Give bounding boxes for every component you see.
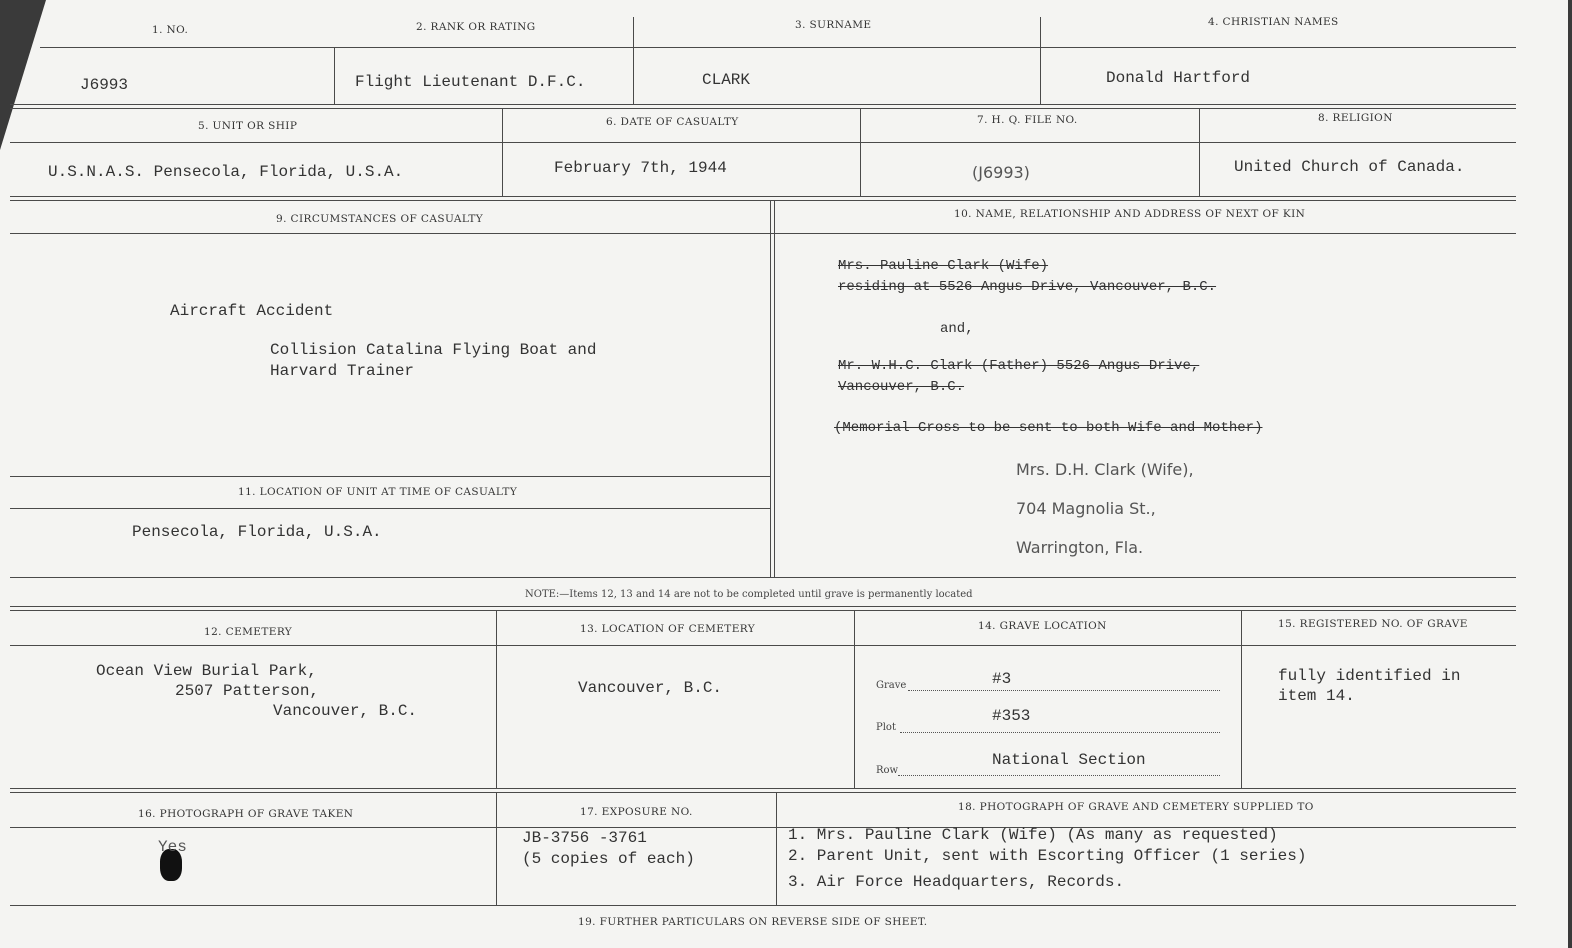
- grave-dotted-line: [908, 690, 1220, 691]
- surname-value: CLARK: [702, 71, 751, 89]
- unit-value: U.S.N.A.S. Pensecola, Florida, U.S.A.: [48, 163, 404, 181]
- label-date: 6. DATE OF CASUALTY: [606, 116, 739, 128]
- rule: [10, 577, 1516, 578]
- supplied-to-line: 3. Air Force Headquarters, Records.: [788, 873, 1125, 891]
- grave-label: Grave: [876, 680, 907, 691]
- label-photo-supplied: 18. PHOTOGRAPH OF GRAVE AND CEMETERY SUPPLIED TO: [958, 801, 1314, 813]
- rule: [854, 610, 855, 788]
- row-label: Row: [876, 765, 899, 776]
- circumstances-line: Harvard Trainer: [270, 362, 415, 380]
- cemetery-line: Ocean View Burial Park,: [96, 662, 317, 680]
- christian-names-value: Donald Hartford: [1106, 69, 1251, 87]
- plot-label: Plot: [876, 722, 896, 733]
- supplied-to-line: 1. Mrs. Pauline Clark (Wife) (As many as requested): [788, 826, 1278, 844]
- label-circumstances: 9. CIRCUMSTANCES OF CASUALTY: [276, 213, 484, 225]
- next-of-kin-struck: residing at 5526 Angus Drive, Vancouver, B.C.: [838, 279, 1217, 295]
- hq-file-value: (J6993): [972, 163, 1030, 182]
- rule: [10, 905, 1516, 906]
- location-of-cemetery-value: Vancouver, B.C.: [578, 679, 723, 697]
- plot-dotted-line: [900, 732, 1220, 733]
- footer-further-particulars: 19. FURTHER PARTICULARS ON REVERSE SIDE OF SHEET.: [578, 916, 928, 928]
- rule: [10, 233, 1516, 234]
- service-number: J6993: [80, 76, 129, 94]
- next-of-kin-current: Mrs. D.H. Clark (Wife),: [1016, 460, 1194, 479]
- label-exposure-number: 17. EXPOSURE NO.: [580, 806, 693, 818]
- label-unit: 5. UNIT OR SHIP: [198, 120, 298, 132]
- rule: [10, 200, 1516, 201]
- next-of-kin-struck: Vancouver, B.C.: [838, 379, 965, 395]
- label-location-of-cemetery: 13. LOCATION OF CEMETERY: [580, 623, 756, 635]
- next-of-kin-current: Warrington, Fla.: [1016, 538, 1144, 557]
- location-of-unit-value: Pensecola, Florida, U.S.A.: [132, 523, 382, 541]
- label-rank: 2. RANK OR RATING: [416, 21, 536, 33]
- rule: [10, 645, 1516, 646]
- rule: [770, 200, 771, 577]
- label-grave-location: 14. GRAVE LOCATION: [978, 620, 1107, 632]
- date-value: February 7th, 1944: [554, 159, 727, 177]
- label-christian-names: 4. CHRISTIAN NAMES: [1208, 16, 1339, 28]
- rule: [10, 508, 770, 509]
- next-of-kin-struck: Mrs. Pauline Clark (Wife): [838, 258, 1049, 274]
- label-photo-taken: 16. PHOTOGRAPH OF GRAVE TAKEN: [138, 808, 354, 820]
- label-surname: 3. SURNAME: [795, 19, 872, 31]
- next-of-kin-struck: Mr. W.H.C. Clark (Father) 5526 Angus Drive,: [838, 358, 1200, 374]
- row-value: National Section: [992, 751, 1146, 769]
- exposure-line: JB-3756 -3761: [522, 829, 647, 847]
- plot-value: #353: [992, 707, 1031, 725]
- label-religion: 8. RELIGION: [1318, 112, 1393, 124]
- rule: [334, 47, 335, 104]
- next-of-kin-and: and,: [940, 321, 974, 337]
- rule: [10, 476, 770, 477]
- rule: [10, 108, 1516, 109]
- next-of-kin-current: 704 Magnolia St.,: [1016, 499, 1156, 518]
- rule: [860, 108, 861, 196]
- photo-taken-value: Yes: [158, 838, 187, 856]
- rule: [1199, 108, 1200, 196]
- rule: [10, 196, 1516, 197]
- folded-corner: [0, 0, 46, 150]
- circumstances-line: Collision Catalina Flying Boat and: [270, 341, 597, 359]
- rule: [496, 792, 497, 905]
- rule: [10, 788, 1516, 789]
- rule: [1040, 17, 1041, 104]
- memorial-cross-note-struck: (Memorial Cross to be sent to both Wife and Mother): [834, 420, 1263, 436]
- note-text: NOTE:—Items 12, 13 and 14 are not to be completed until grave is permanently located: [525, 589, 973, 600]
- rule: [10, 610, 1516, 611]
- label-hq-file: 7. H. Q. FILE NO.: [977, 114, 1078, 126]
- registered-number-line: fully identified in: [1278, 667, 1461, 685]
- rule: [633, 17, 634, 104]
- rule: [496, 610, 497, 788]
- label-number: 1. NO.: [152, 24, 189, 36]
- row-dotted-line: [898, 775, 1220, 776]
- rule: [10, 827, 1516, 828]
- rule: [774, 200, 775, 577]
- cemetery-line: Vancouver, B.C.: [273, 702, 418, 720]
- label-next-of-kin: 10. NAME, RELATIONSHIP AND ADDRESS OF NEXT OF KIN: [954, 208, 1306, 220]
- rule: [10, 104, 1516, 105]
- rule: [10, 606, 1516, 607]
- rule: [10, 142, 1516, 143]
- circumstances-line: Aircraft Accident: [170, 302, 334, 320]
- registered-number-line: item 14.: [1278, 687, 1355, 705]
- religion-value: United Church of Canada.: [1234, 158, 1465, 176]
- rule: [502, 108, 503, 196]
- rule: [10, 792, 1516, 793]
- cemetery-line: 2507 Patterson,: [175, 682, 320, 700]
- rule: [776, 792, 777, 905]
- exposure-line: (5 copies of each): [522, 850, 695, 868]
- label-registered-number: 15. REGISTERED NO. OF GRAVE: [1278, 618, 1468, 630]
- label-location-of-unit: 11. LOCATION OF UNIT AT TIME OF CASUALTY: [238, 486, 518, 498]
- label-cemetery: 12. CEMETERY: [204, 626, 293, 638]
- rule: [1241, 610, 1242, 788]
- grave-value: #3: [992, 670, 1012, 688]
- supplied-to-line: 2. Parent Unit, sent with Escorting Officer (1 series): [788, 847, 1307, 865]
- rule: [40, 47, 1516, 48]
- rank-value: Flight Lieutenant D.F.C.: [355, 73, 586, 91]
